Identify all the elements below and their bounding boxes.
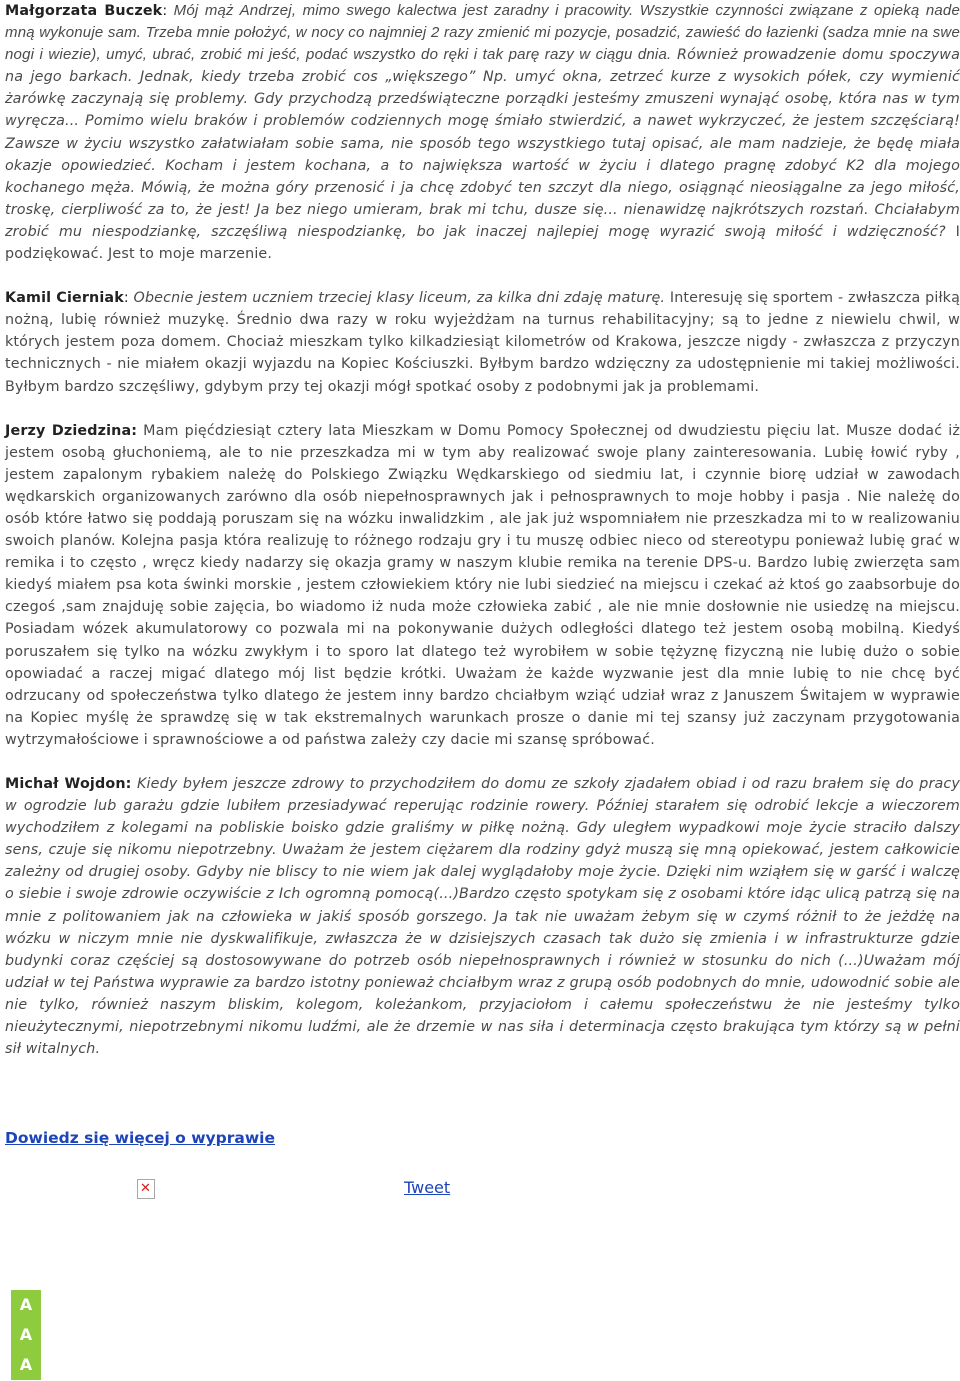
font-size-large-button[interactable]: A	[11, 1350, 41, 1380]
entry-text: Kiedy byłem jeszcze zdrowy to przychodziłem do domu ze szkoły zjadałem obiad i od razu brałem się do pracy w ogrodzie lub garażu gdzie lubiłem przesiadywać reperując rodzinie rowery. Później starałem się odrobić lekcje a wieczorem wychodziłem z kolegami na pobliskie boisko gdzie graliśmy w piłkę nożną. Gdy uległem wypadkowi moje życie straciło dalszy sens, czuje się nikomu niepotrzebny. Uważam że jestem ciężarem dla rodziny gdyż muszą się mną opiekować, jestem całkowicie zależny od drugiej osoby. Gdyby nie bliscy to nie wiem jak dalej wyglądałoby moje życie. Dzięki nim wziąłem się w garść i walczę o siebie i swoje zdrowie oczywiście z Ich ogromną pomocą(...)Bardzo często spotykam się z osobami które idąc ulicą patrzą się na mnie z politowaniem jak na człowieka w jakiś sposób gorszego. Ja tak nie uważam żebym się w czymś różnił to że jeżdżę na wózku w niczym mnie nie dyskwalifikuje, zwłaszcza że w dzisiejszych czasach tak dużo się zmienia i w infrastrukturze gdzie budynki coraz częściej są dostosowywane do potrzeb osób niepełnosprawnych i również w stosunku do nich (...)Uważam mój udział w tej Państwa wyprawie za bardzo istotny ponieważ chciałbym wraz z grupą osób podobnych do mnie, udowodnić sobie ale nie tylko, również naszym bliskim, kolegom, koleżankom, przyjaciołom i całemu społeczeństwu że nie jesteśmy tylko nieużytecznymi, niepotrzebnymi nikomu ludźmi, ale że drzemie w nas siła i determinacja często brakująca tym którzy są w pełni sił witalnych.	[5, 776, 960, 1058]
entry-text: Mam pięćdziesiąt cztery lata Mieszkam w Domu Pomocy Społecznej od dwudziestu pięciu lat. Musze dodać iż jestem osobą głuchoniemą, ale to nie przeszkadza mi w tym aby realizować swoje plany zainteresowania. Lubię łowić ryby , jestem zapalonym rybakiem należę do Polskiego Związku Wędkarskiego od siedmiu lat, i czynnie biorę udział w zawodach wędkarskich organizowanych zarówno dla osób niepełnosprawnych jak i pełnosprawnych to moje hobby i pasja . Nie należę do osób które łatwo się poddają poruszam się na wózku inwalidzkim , ale jak już wspomniałem nie przeszkadza mi to w realizowaniu swoich planów. Kolejna pasja która realizuję to różnego rodzaju gry i tu muszę odbiec nieco od stereotypu ponieważ lubię grać w remika i to często , wręcz kiedy nadarzy się okazja gramy w naszym klubie remika na terenie DPS-u. Bardzo lubię zwierzęta sam kiedyś miałem psa kota świnki morskie , jestem człowiekiem który nie lubi siedzieć na miejscu i czekać aż ktoś go zaabsorbuje do czegoś ,sam znajduję sobie zajęcia, bo wiadomo iż nuda może człowieka zabić , ale nie mnie dosłownie nie usiedzę na miejscu. Posiadam wózek akumulatorowy co pozwala mi na pokonywanie dużych odległości dlatego też jestem osobą mobilną. Kiedyś poruszałem się tylko na wózku zwykłym i to sporo lat dlatego też wyrobiłem w sobie tężyznę fizyczną nie lubię dużo o sobie opowiadać a raczej migać dlatego mój list będzie krótki. Uważam że każde wyzwanie jest dla mnie lubię to nie chcę być odrzucany od społeczeństwa tylko dlatego że jestem inny bardzo chciałbym wziąć udział wraz z Januszem Świtajem w wyprawie na Kopiec myślę że sprawdzę się w tak ekstremalnych warunkach prosze o danie mi tej szansy już zaczynam przygotowania wytrzymałościowe i sprawnościowe a od państwa zależy czy dacie mi szansę spróbować.	[5, 422, 960, 748]
entry-kamil-cierniak	[5, 287, 960, 397]
entry-colon: :	[162, 3, 168, 19]
entry-author-name: Kamil Cierniak	[5, 290, 124, 307]
entry-text-part: I podziękować. Jest to moje marzenie.	[5, 223, 960, 263]
tweet-link[interactable]: Tweet	[404, 1178, 451, 1197]
font-size-controls	[11, 1290, 41, 1380]
entry-text-part: Interesuję się sportem - zwłaszcza piłką nożną, lubię również muzykę. Średnio dwa razy w roku wyjeżdżam na turnus rehabilitacyjny; są to jedne z niewielu chwil, w których jestem poza domem. Chociaż mieszkam tylko kilkadziesiąt kilometrów od Krakowa, jeszcze nigdy - zwłaszcza z przyczyn technicznych - nie miałem okazji wyjazdu na Kopiec Kościuszki. Byłbym bardzo wdzięczny za udostępnienie mi takiej możliwości. Byłbym bardzo szczęśliwy, gdybym przy tej okazji mógł spotkać osoby z podobnymi jak ja problemami.	[5, 290, 960, 395]
entry-author-name: Małgorzata Buczek	[5, 3, 163, 19]
font-size-medium-button[interactable]: A	[11, 1320, 41, 1350]
entry-colon: :	[123, 290, 129, 307]
entry-author-name: Michał Wojdon:	[5, 776, 132, 792]
broken-image-x-icon: ✕	[140, 1181, 151, 1196]
entry-text-part: Mój mąż Andrzej, mimo swego kalectwa jest zaradny i pracowity. Wszystkie czynności związane z opieką nade mną wykonuje sam. Trzeba mnie położyć, w nocy co najmniej 2 razy zmienić mi pozycje, posadzić, zawieść do łazienki (sadza mnie na swe nogi i wiezie), umyć, ubrać, zrobić mi jeść, podać wszystko do ręki i tak parę razy w ciągu dnia.	[5, 2, 960, 64]
entry-jerzy-dziedzina	[5, 420, 960, 751]
entry-michal-wojdon	[5, 773, 960, 1060]
article-body	[5, 0, 960, 1060]
entry-malgorzata-buczek	[5, 0, 960, 265]
more-about-expedition-link[interactable]: Dowiedz się więcej o wyprawie	[5, 1129, 275, 1147]
entry-text-part: Obecnie jestem uczniem trzeciej klasy liceum, za kilka dni zdaję maturę.	[128, 290, 666, 307]
font-size-small-button[interactable]: A	[11, 1290, 41, 1320]
entry-text-part: Również prowadzenie domu spoczywa na jego barkach. Jednak, kiedy trzeba zrobić cos „większego” Np. umyć okna, zetrzeć kurze z wysokich półek, czy wymienić żarówkę zaczynają się problemy. Gdy przychodzą przedświąteczne porządki jesteśmy zmuszeni wynająć osobę, która nas w tym wyręcza... Pomimo wielu braków i problemów codziennych mogę śmiało stwierdzić, a nawet wykrzyczeć, że jestem szczęściarą! Zawsze w życiu wszystko załatwiałam sobie sama, nie sposób tego wszystkiego tutaj opisać, ale mam nadzieje, że będę miała okazje opowiedzieć. Kocham i jestem kochana, a to największa wartość w życiu i dlatego pragnę zdobyć K2 dla mojego kochanego męża. Mówią, że można góry przenosić i ja chcę zdobyć ten szczyt dla niego, osiągnąć nieosiągalne za jego miłość, troskę, cierpliwość za to, że jest! Ja bez niego umieram, brak mi tchu, dusze się... nienawidzę najkrótszych rozstań. Chciałabym zrobić mu niespodziankę, szczęśliwą niespodziankę, bo jak inaczej najlepiej mogę wyrazić swoją miłość i wdzięczność?	[5, 47, 960, 240]
entry-author-name: Jerzy Dziedzina:	[5, 422, 138, 439]
broken-image-icon	[137, 1179, 155, 1199]
